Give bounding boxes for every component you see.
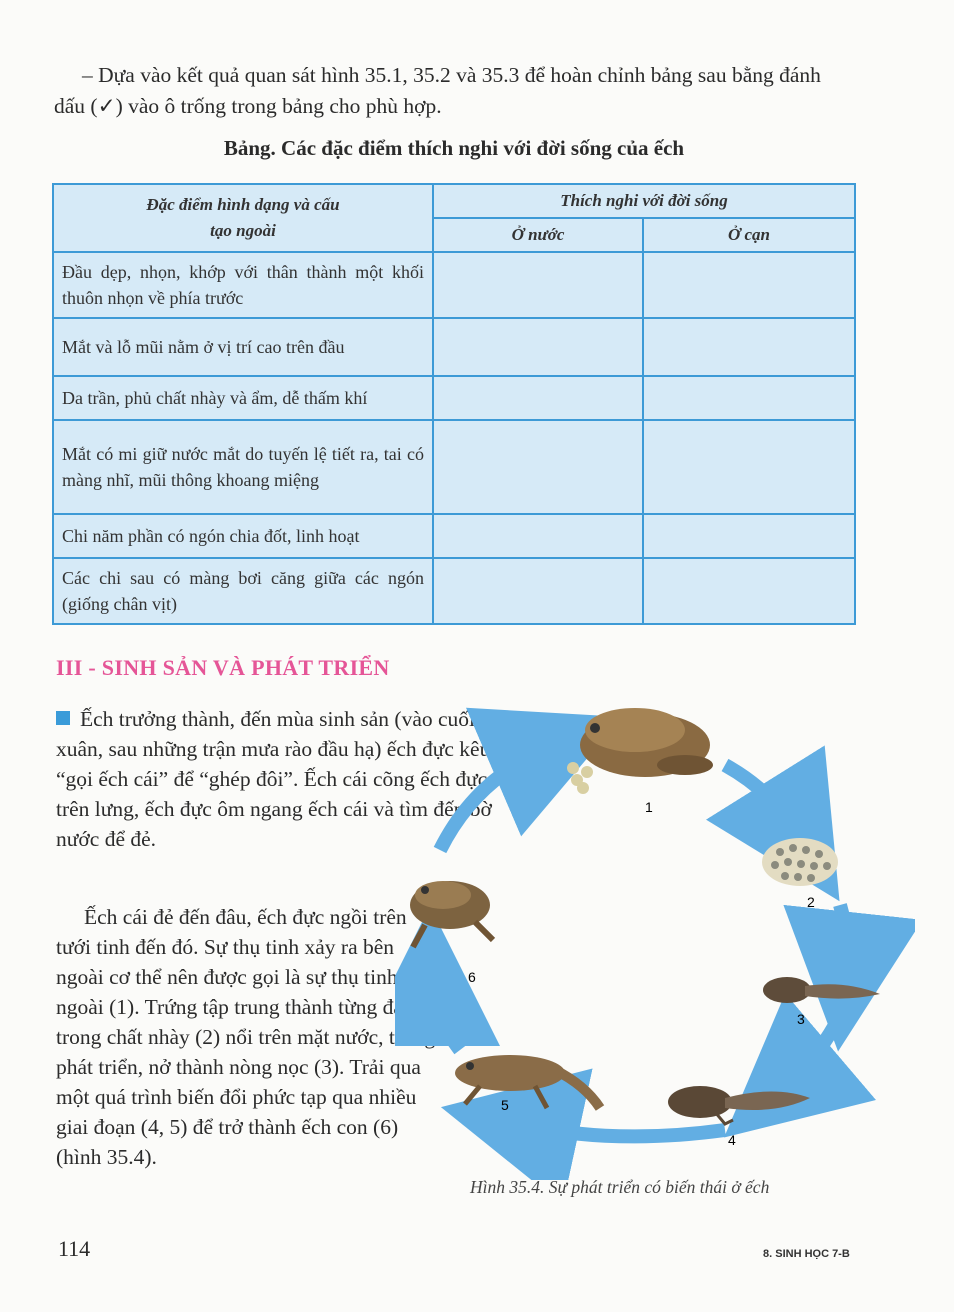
stage-label-2: 2	[807, 894, 815, 910]
intro-instruction: – Dựa vào kết quả quan sát hình 35.1, 35.2 và 35.3 để hoàn chỉnh bảng sau bằng đánh dấu (✓) vào ô trống trong bảng cho phù hợp.	[54, 63, 821, 118]
check-cell-water[interactable]	[433, 252, 643, 318]
arrow-6-to-1-icon	[440, 750, 545, 850]
stage-label-1: 1	[645, 799, 653, 815]
frog-eggs-icon	[762, 838, 838, 886]
arrow-1-to-2-icon	[725, 765, 795, 830]
arrow-5-to-6-icon	[430, 990, 460, 1050]
frogs-mating-icon	[567, 708, 713, 794]
adaptation-table	[52, 183, 856, 625]
check-cell-land[interactable]	[643, 514, 855, 558]
check-cell-land[interactable]	[643, 318, 855, 376]
figure-caption: Hình 35.4. Sự phát triển có biến thái ở ếch	[470, 1177, 770, 1197]
bullet-square-icon	[56, 711, 70, 725]
stage-label-4: 4	[728, 1132, 736, 1148]
check-cell-water[interactable]	[433, 558, 643, 624]
header-features-label: Đặc điểm hình dạng và cấu tạo ngoài	[146, 195, 340, 240]
footer-tag: 8. SINH HỌC 7-B	[763, 1248, 850, 1260]
tadpole-with-legs-icon	[668, 1086, 810, 1124]
header-adaptation: Thích nghi với đời sống	[433, 184, 855, 218]
table-row-feature: Da trần, phủ chất nhày và ẩm, dễ thấm khí	[53, 376, 433, 420]
table-row-feature: Mắt có mi giữ nước mắt do tuyến lệ tiết ra, tai có màng nhĩ, mũi thông khoang miệng	[53, 420, 433, 514]
table-row-feature: Mắt và lỗ mũi nằm ở vị trí cao trên đầu	[53, 318, 433, 376]
paragraph-fertilization: Ếch cái đẻ đến đâu, ếch đực ngồi trên tưới tinh đến đó. Sự thụ tinh xảy ra bên ngoài cơ thể nên được gọi là sự thụ tinh ngoài (1). Trứng tập trung thành từng đám trong chất nhày (2) nổi trên mặt nước, trứng phát triển, nở thành nòng nọc (3). Trải qua một quá trình biến đổi phức tạp qua nhiều giai đoạn (4, 5) để trở thành ếch con (6) (hình 35.4).	[56, 905, 436, 1169]
froglet-with-tail-icon	[455, 1055, 600, 1108]
check-cell-land[interactable]	[643, 252, 855, 318]
check-cell-water[interactable]	[433, 420, 643, 514]
arrow-3-to-4-icon	[788, 1025, 835, 1083]
check-cell-water[interactable]	[433, 376, 643, 420]
section-heading: III - SINH SẢN VÀ PHÁT TRIỂN	[56, 655, 390, 680]
header-land: Ở cạn	[643, 218, 855, 252]
table-title: Bảng. Các đặc điểm thích nghi với đời sống của ếch	[223, 136, 685, 160]
check-cell-land[interactable]	[643, 558, 855, 624]
table-row-feature: Chi năm phần có ngón chia đốt, linh hoạt	[53, 514, 433, 558]
young-frog-icon	[410, 881, 493, 947]
check-cell-water[interactable]	[433, 514, 643, 558]
stage-label-5: 5	[501, 1097, 509, 1113]
header-water: Ở nước	[433, 218, 643, 252]
page-number: 114	[58, 1236, 91, 1261]
check-cell-water[interactable]	[433, 318, 643, 376]
check-cell-land[interactable]	[643, 376, 855, 420]
tadpole-icon	[763, 977, 880, 1003]
check-cell-land[interactable]	[643, 420, 855, 514]
stage-label-3: 3	[797, 1011, 805, 1027]
table-row-feature: Các chi sau có màng bơi căng giữa các ngón (giống chân vịt)	[53, 558, 433, 624]
header-features	[53, 184, 433, 252]
table-row-feature: Đầu dẹp, nhọn, khớp với thân thành một khối thuôn nhọn về phía trước	[53, 252, 433, 318]
paragraph-reproduction-text: Ếch trưởng thành, đến mùa sinh sản (vào cuối xuân, sau những trận mưa rào đầu hạ) ếch đực kêu “gọi ếch cái” để “ghép đôi”. Ếch cái cõng ếch đực trên lưng, ếch đực ôm ngang ếch cái và tìm đến bờ nước để đẻ.	[56, 707, 492, 851]
arrow-2-to-3-icon	[840, 905, 848, 968]
frog-life-cycle-figure	[395, 690, 915, 1180]
stage-label-6: 6	[468, 969, 476, 985]
arrow-4-to-5-icon	[523, 1125, 725, 1136]
